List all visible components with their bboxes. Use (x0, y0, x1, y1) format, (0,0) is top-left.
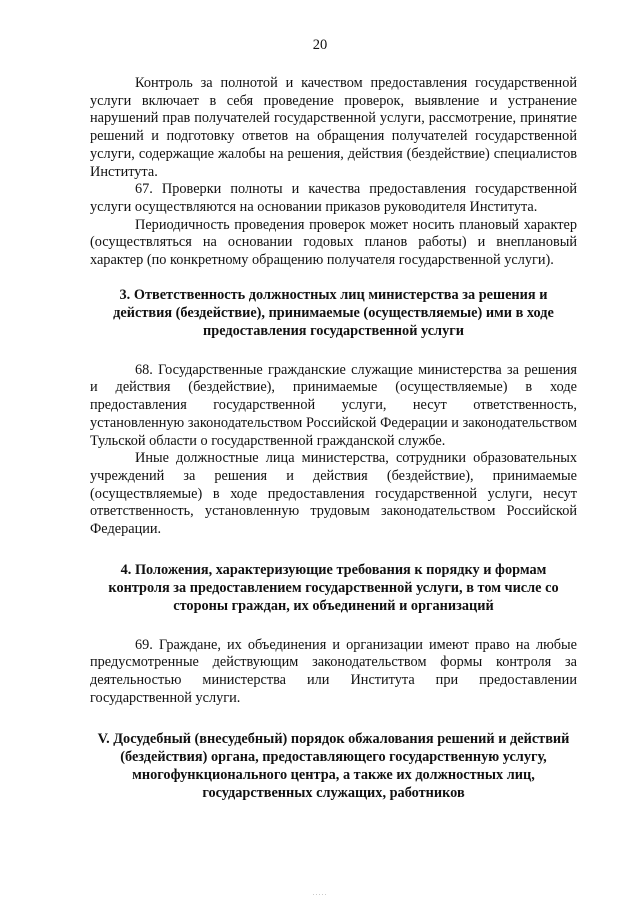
paragraph-check-periodicity: Периодичность проведения проверок может носить плановый характер (осуществляться на основании годовых планов работы) и внеплановый характер (по конкретному обращению получателя государственной услуги). (90, 216, 577, 269)
document-body (90, 75, 577, 802)
section-5-heading: V. Досудебный (внесудебный) порядок обжалования решений и действий (бездействия) органа, предоставляющего государственную услугу, многофункционального центра, а также их должностных лиц, государственных служащих, работников (97, 730, 570, 801)
paragraph-67: 67. Проверки полноты и качества предоставления государственной услуги осуществляются на основании приказов руководителя Института. (90, 181, 577, 215)
paragraph-69: 69. Граждане, их объединения и организации имеют право на любые предусмотренные действующим законодательством формы контроля за деятельностью министерства или Института при предоставлении государственной услуги. (90, 636, 577, 706)
footer-dots: ..... (312, 888, 328, 897)
paragraph-other-officials: Иные должностные лица министерства, сотрудники образовательных учреждений за решения и действия (бездействие), принимаемые (осуществляемые) в ходе предоставления государственной услуги, несут ответственность, установленную трудовым законодательством Российской Федерации. (90, 450, 577, 538)
section-3-heading: 3. Ответственность должностных лиц министерства за решения и действия (бездействие), принимаемые (осуществляемые) ими в ходе предоставления государственной услуги (113, 286, 554, 339)
paragraph-control-scope: Контроль за полнотой и качеством предоставления государственной услуги включает в себя проведение проверок, выявление и устранение нарушений прав получателей государственной услуги, рассмотрение, принятие решений и подготовку ответов на обращения получателей государственной услуги, содержащие жалобы на решения, действия (бездействие) специалистов Института. (90, 75, 577, 180)
page-number: 20 (312, 37, 328, 53)
paragraph-68: 68. Государственные гражданские служащие министерства за решения и действия (бездействие), принимаемые (осуществляемые) в ходе предоставления государственной услуги, несут ответственность, установленную законодательством Российской Федерации и законодательством Тульской области о государственной гражданской службе. (90, 361, 577, 449)
section-4-heading: 4. Положения, характеризующие требования к порядку и формам контроля за предоставлением государственной услуги, в том числе со стороны граждан, их объединений и организаций (108, 561, 559, 614)
